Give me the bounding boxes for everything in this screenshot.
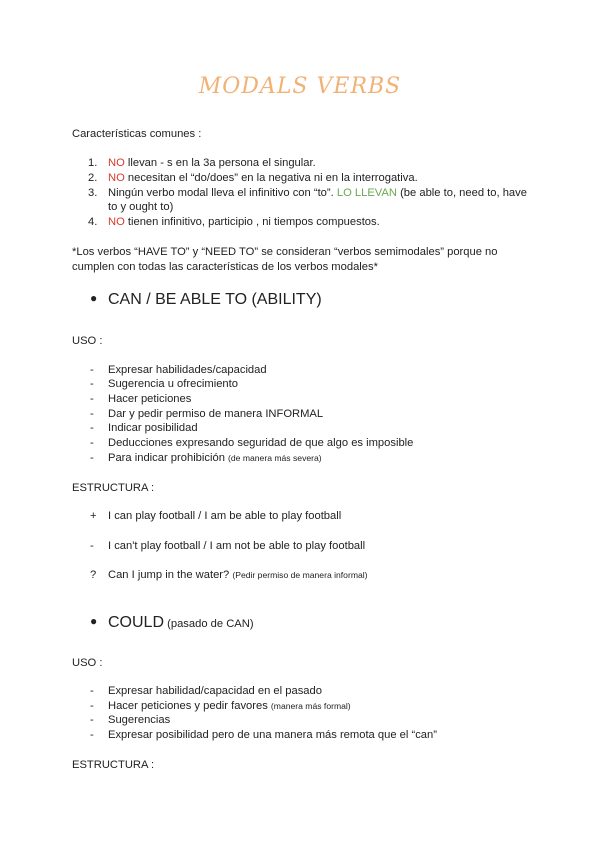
use-item: - Para indicar prohibición (de manera más severa) <box>90 452 322 464</box>
list-item: 2. NO necesitan el “do/does” en la negativa ni en la interrogativa. <box>88 172 418 184</box>
estructura-label: ESTRUCTURA : <box>72 482 155 494</box>
structure-question: ? Can I jump in the water? (Pedir permiso de manera informal) <box>90 569 368 581</box>
note-line-1: *Los verbos “HAVE TO” y “NEED TO” se consideran “verbos semimodales” porque no <box>72 246 498 258</box>
note-line-2: cumplen con todas las características de los verbos modales* <box>72 261 378 273</box>
section-heading-could: ● COULD (pasado de CAN) <box>90 614 254 631</box>
use-item: - Expresar habilidades/capacidad <box>90 364 267 376</box>
document-title: MODALS VERBS <box>198 74 402 99</box>
structure-affirmative: + I can play football / I am be able to play football <box>90 510 342 522</box>
use-item: - Dar y pedir permiso de manera INFORMAL <box>90 408 324 420</box>
no-highlight: NO <box>108 172 125 184</box>
bullet-icon: ● <box>90 291 98 305</box>
structure-negative: - I can't play football / I am not be able to play football <box>90 540 366 552</box>
no-highlight: NO <box>108 157 125 169</box>
use-item: - Expresar posibilidad pero de una manera más remota que el “can” <box>90 729 437 741</box>
list-item: 3. Ningún verbo modal lleva el infinitivo con “to”. LO LLEVAN (be able to, need to, have <box>88 187 527 199</box>
use-item: - Hacer peticiones <box>90 393 192 405</box>
uso-label: USO : <box>72 657 103 669</box>
bullet-icon: ● <box>90 614 98 628</box>
estructura-label: ESTRUCTURA : <box>72 759 155 771</box>
list-item: 4. NO tienen infinitivo, participio , ni tiempos compuestos. <box>88 216 380 228</box>
use-item: - Sugerencias <box>90 714 171 726</box>
use-item: - Indicar posibilidad <box>90 422 198 434</box>
no-highlight: NO <box>108 216 125 228</box>
list-item: 1. NO llevan - s en la 3a persona el singular. <box>88 157 316 169</box>
use-item: - Sugerencia u ofrecimiento <box>90 378 238 390</box>
uso-label: USO : <box>72 335 103 347</box>
use-item: - Hacer peticiones y pedir favores (manera más formal) <box>90 700 351 712</box>
use-item: - Deducciones expresando seguridad de que algo es imposible <box>90 437 414 449</box>
use-item: - Expresar habilidad/capacidad en el pasado <box>90 685 322 697</box>
intro-label: Características comunes : <box>72 128 202 140</box>
section-heading-can: ● CAN / BE ABLE TO (ABILITY) <box>90 291 322 308</box>
list-item-continuation: to y ought to) <box>108 201 174 213</box>
lo-llevan-highlight: LO LLEVAN <box>336 187 397 199</box>
